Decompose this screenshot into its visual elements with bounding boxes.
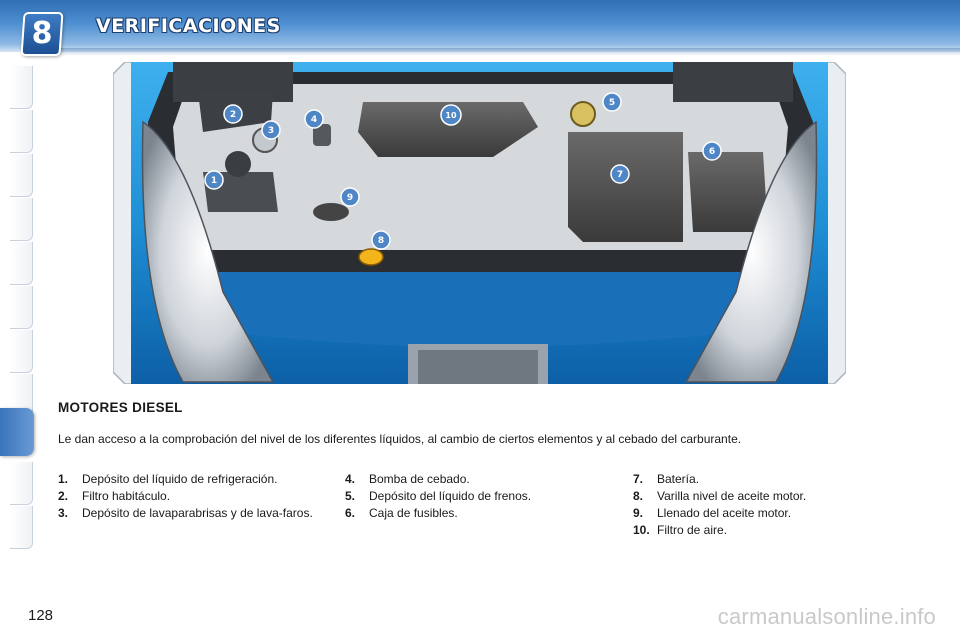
callout-7: [611, 165, 629, 183]
chapter-tab[interactable]: [10, 462, 33, 505]
page-number: 128: [28, 607, 54, 624]
legend-item: [345, 505, 620, 521]
chapter-tab[interactable]: [10, 330, 33, 373]
chapter-tab[interactable]: [10, 286, 33, 329]
chapter-badge: [20, 12, 63, 56]
chapter-tab[interactable]: [10, 506, 33, 549]
legend-column-1: [58, 471, 333, 522]
chapter-tab-active[interactable]: [0, 408, 34, 456]
legend-column-3: [633, 471, 908, 539]
legend-text: Depósito del líquido de frenos.: [369, 489, 532, 503]
legend-number: 8.: [633, 489, 644, 503]
legend-text: Caja de fusibles.: [369, 506, 458, 520]
callout-label: 6: [708, 147, 716, 157]
legend-text: Filtro habitáculo.: [82, 489, 171, 503]
legend-item: [345, 471, 620, 487]
engine-bay-illustration: [113, 62, 846, 384]
legend-text: Batería.: [657, 472, 700, 486]
legend-number: 4.: [345, 472, 356, 486]
legend-text: Llenado del aceite motor.: [657, 506, 792, 520]
legend-item: [633, 488, 908, 504]
intro-paragraph: Le dan acceso a la comprobación del nivel de los diferentes líquidos, al cambio de ciertos elementos y al cebado del carburante.: [58, 432, 742, 446]
legend-number: 10.: [633, 523, 650, 537]
engine-bay-svg: [113, 62, 846, 384]
callout-8: [372, 231, 390, 249]
callout-2: [224, 105, 242, 123]
legend-item: [633, 522, 908, 538]
legend-text: Depósito de lavaparabrisas y de lava-faros.: [82, 506, 313, 520]
chapter-tabs: [0, 66, 32, 576]
callout-label: 1: [210, 176, 218, 186]
legend-number: 5.: [345, 489, 356, 503]
callout-10: [441, 105, 461, 125]
callout-3: [262, 121, 280, 139]
legend-text: Depósito del líquido de refrigeración.: [82, 472, 278, 486]
legend-number: 2.: [58, 489, 69, 503]
chapter-tab[interactable]: [10, 66, 33, 109]
legend-text: Varilla nivel de aceite motor.: [657, 489, 807, 503]
chapter-tab[interactable]: [10, 154, 33, 197]
legend-text: Filtro de aire.: [657, 523, 728, 537]
legend-item: [345, 488, 620, 504]
callout-5: [603, 93, 621, 111]
legend-item: [633, 471, 908, 487]
legend-item: [633, 505, 908, 521]
legend-number: 7.: [633, 472, 644, 486]
section-title: MOTORES DIESEL: [58, 400, 183, 415]
legend-item: [58, 505, 333, 521]
legend-number: 3.: [58, 506, 69, 520]
callout-4: [305, 110, 323, 128]
chapter-tab[interactable]: [10, 242, 33, 285]
callout-label: 8: [377, 236, 385, 246]
callout-label: 2: [229, 110, 237, 120]
callout-label: 5: [608, 98, 616, 108]
callout-label: 4: [310, 115, 318, 125]
chapter-tab[interactable]: [10, 110, 33, 153]
legend-item: [58, 488, 333, 504]
legend-column-2: [345, 471, 620, 522]
chapter-tab[interactable]: [10, 198, 33, 241]
page-title: VERIFICACIONES: [96, 15, 281, 37]
callout-label: 10: [445, 111, 457, 120]
callout-label: 9: [346, 193, 354, 203]
header-shadow: [60, 48, 960, 56]
legend-number: 6.: [345, 506, 356, 520]
callout-6: [703, 142, 721, 160]
callout-9: [341, 188, 359, 206]
legend-number: 1.: [58, 472, 69, 486]
callout-1: [205, 171, 223, 189]
legend-text: Bomba de cebado.: [369, 472, 470, 486]
watermark: carmanualsonline.info: [717, 604, 936, 629]
legend-number: 9.: [633, 506, 644, 520]
callout-label: 3: [267, 126, 275, 136]
legend-item: [58, 471, 333, 487]
chapter-number: 8: [31, 16, 53, 51]
callout-label: 7: [616, 170, 624, 180]
